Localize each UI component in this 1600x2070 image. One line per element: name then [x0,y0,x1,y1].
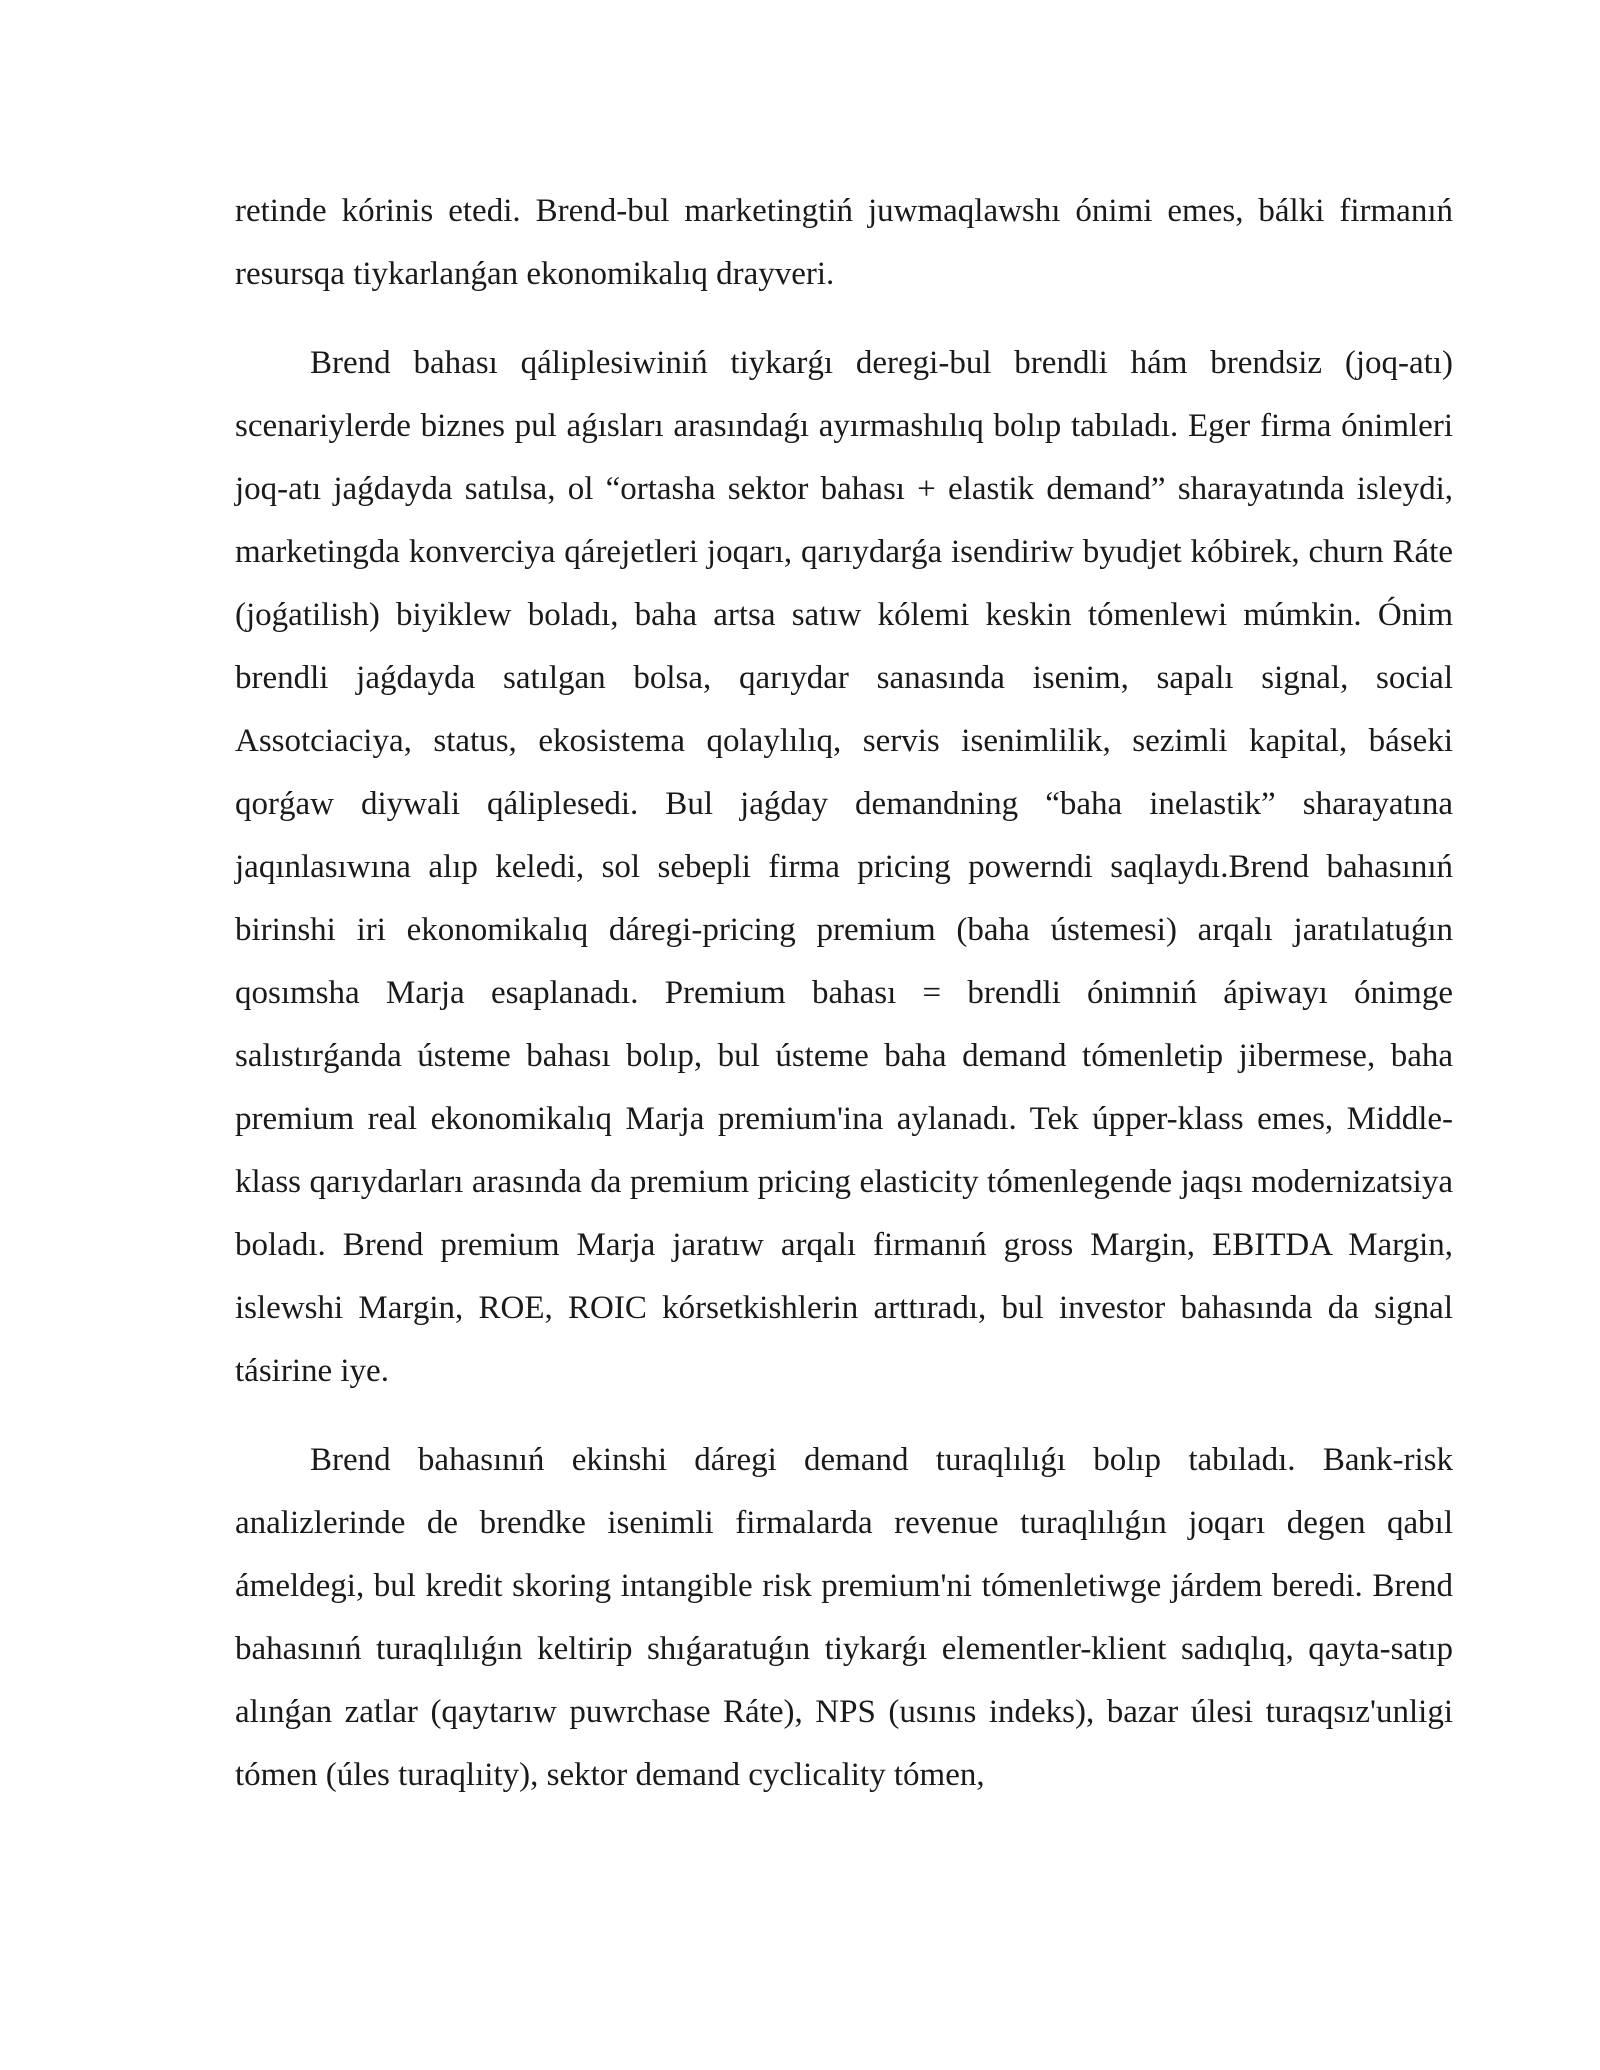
body-text [235,180,1453,1833]
paragraph-demand-stability: Brend bahasınıń ekinshi dáregi demand turaqlılıǵı bolıp tabıladı. Bank-risk analizlerinde de brendke isenimli firmalarda revenue turaqlılıǵın joqarı degen qabıl ámeldegi, bul kredit skoring intangible risk premium'ni tómenletiwge járdem beredi. Brend bahasınıń turaqlılıǵın keltirip shıǵaratuǵın tiykarǵı elementler-klient sadıqlıq, qayta-satıp alınǵan zatlar (qaytarıw puwrchase Ráte), NPS (usınıs indeks), bazar úlesi turaqsız'unligi tómen (úles turaqlıity), sektor demand cyclicality tómen, [235,1442,1453,1793]
paragraph-continuation: retinde kórinis etedi. Brend-bul marketingtiń juwmaqlawshı ónimi emes, bálki firmanıń resursqa tiykarlanǵan ekonomikalıq drayveri. [235,193,1453,292]
paragraph-brand-value-sources: Brend bahası qáliplesiwiniń tiykarǵı deregi-bul brendli hám brendsiz (joq-atı) scenariylerde biznes pul aǵısları arasındaǵı ayırmashılıq bolıp tabıladı. Eger firma ónimleri joq-atı jaǵdayda satılsa, ol “ortasha sektor bahası + elastik demand” sharayatında isleydi, marketingda konverciya qárejetleri joqarı, qarıydarǵa isendiriw byudjet kóbirek, churn Ráte (joǵatilish) biyiklew boladı, baha artsa satıw kólemi keskin tómenlewi múmkin. Ónim brendli jaǵdayda satılgan bolsa, qarıydar sanasında isenim, sapalı signal, social Assotciaciya, status, ekosistema qolaylılıq, servis isenimlilik, sezimli kapital, báseki qorǵaw diywali qáliplesedi. Bul jaǵday demandning “baha inelastik” sharayatına jaqınlasıwına alıp keledi, sol sebepli firma pricing powerndi saqlaydı.Brend bahasınıń birinshi iri ekonomikalıq dáregi-pricing premium (baha ústemesi) arqalı jaratılatuǵın qosımsha Marja esaplanadı. Premium bahası = brendli ónimniń ápiwayı ónimge salıstırǵanda ústeme bahası bolıp, bul ústeme baha demand tómenletip jibermese, baha premium real ekonomikalıq Marja premium'ina aylanadı. Tek úpper-klass emes, Middle-klass qarıydarları arasında da premium pricing elasticity tómenlegende jaqsı modernizatsiya boladı. Brend premium Marja jaratıw arqalı firmanıń gross Margin, EBITDA Margin, islewshi Margin, ROE, ROIC kórsetkishlerin arttıradı, bul investor bahasında da signal tásirine iye. [235,345,1453,1389]
